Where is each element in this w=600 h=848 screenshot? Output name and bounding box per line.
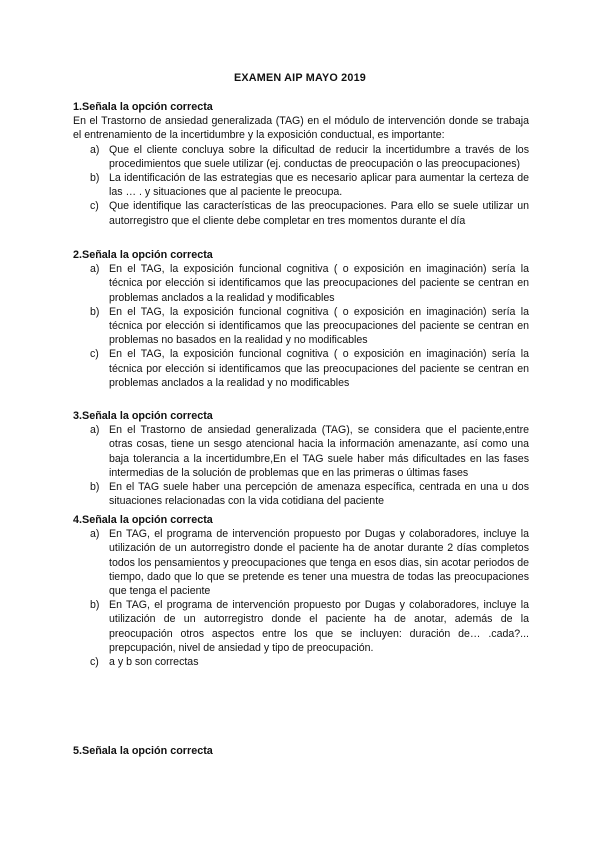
option-label: b) xyxy=(90,305,100,318)
option-a xyxy=(73,143,529,171)
option-label: b) xyxy=(90,172,100,185)
option-label: a) xyxy=(90,263,100,276)
question-heading: 4.Señala la opción correcta xyxy=(73,514,213,526)
option-c xyxy=(73,199,529,227)
question-heading: 2.Señala la opción correcta xyxy=(73,249,213,261)
option-label: b) xyxy=(90,481,100,494)
option-b xyxy=(73,305,529,348)
option-label: c) xyxy=(90,200,99,213)
option-label: a) xyxy=(90,143,100,156)
question-intro: En el Trastorno de ansiedad generalizada (TAG) en el módulo de intervención donde se trabaja el entrenamiento de la incertidumbre y la exposición conductual, es importante: xyxy=(73,115,529,142)
option-b xyxy=(73,598,529,655)
option-b xyxy=(73,171,529,199)
option-text: En el TAG suele haber una percepción de amenaza específica, centrada en una u dos situaciones relacionadas con la vida cotidiana del paciente xyxy=(109,481,529,508)
question-5 xyxy=(73,744,529,758)
option-text: En TAG, el programa de intervención propuesto por Dugas y colaboradores, incluye la utilización de un autorregistro donde el paciente ha de anotar, además de la preocupación otros aspectos entre los que se incluyen: duración de… .cada?... prepcupación, nivel de ansiedad y tipo de preocupación. xyxy=(109,599,529,654)
option-text: En el Trastorno de ansiedad generalizada (TAG), se considera que el paciente,entre otras cosas, tiene un sesgo atencional hacia la información amenazante, así como una baja tolerancia a la incertidumbre,En el TAG suele haber más dificultades en las fases intermedias de la solución de problemas que en las primeras o últimas fases xyxy=(109,424,529,479)
option-text: En TAG, el programa de intervención propuesto por Dugas y colaboradores, incluye la utilización de un autorregistro donde el paciente ha de anotar durante 2 días completos todos los pensamientos y preocupaciones que tenga en esos dias, sin acotar periodos de tiempo, dado que lo que se pretende es tener una muestra de todas las preocupaciones que tenga el paciente xyxy=(109,528,529,598)
option-b xyxy=(73,480,529,508)
option-text: En el TAG, la exposición funcional cognitiva ( o exposición en imaginación) sería la técnica por elección si identificamos que las preocupaciones del paciente se centran en problemas anclados a la realidad y no modificables xyxy=(109,348,529,389)
option-a xyxy=(73,423,529,480)
question-heading: 3.Señala la opción correcta xyxy=(73,410,213,422)
option-label: c) xyxy=(90,348,99,361)
option-text: a y b son correctas xyxy=(109,656,199,669)
option-text: La identificación de las estrategias que es necesario aplicar para aumentar la certeza de las … . y situaciones que al paciente le preocupa. xyxy=(109,172,529,199)
question-4 xyxy=(73,513,529,669)
option-label: a) xyxy=(90,424,100,437)
question-2 xyxy=(73,248,529,390)
option-text: En el TAG, la exposición funcional cognitiva ( o exposición en imaginación) sería la técnica por elección si identificamos que las preocupaciones del paciente se centran en problemas anclados a la realidad y modificables xyxy=(109,263,529,304)
option-label: c) xyxy=(90,656,99,669)
option-text: En el TAG, la exposición funcional cognitiva ( o exposición en imaginación) sería la técnica por elección si identificamos que las preocupaciones del paciente se centran en problemas no basados en la realidad y no modificables xyxy=(109,305,529,347)
option-label: a) xyxy=(90,528,100,541)
option-text: Que el cliente concluya sobre la dificultad de reducir la incertidumbre a través de los procedimientos que suele utilizar (ej. conductas de preocupación o las preocupaciones) xyxy=(109,143,529,170)
option-c xyxy=(73,347,529,390)
option-a xyxy=(73,262,529,305)
option-a xyxy=(73,527,529,598)
option-label: b) xyxy=(90,599,100,612)
question-heading: 1.Señala la opción correcta xyxy=(73,101,213,113)
option-c xyxy=(73,655,529,669)
question-heading: 5.Señala la opción correcta xyxy=(73,745,213,757)
question-1 xyxy=(73,100,529,228)
option-text: Que identifique las características de las preocupaciones. Para ello se suele utilizar un autorregistro que el cliente debe completar en tres momentos durante el día xyxy=(109,200,529,227)
question-3 xyxy=(73,409,529,508)
exam-title: EXAMEN AIP MAYO 2019 xyxy=(233,72,366,84)
